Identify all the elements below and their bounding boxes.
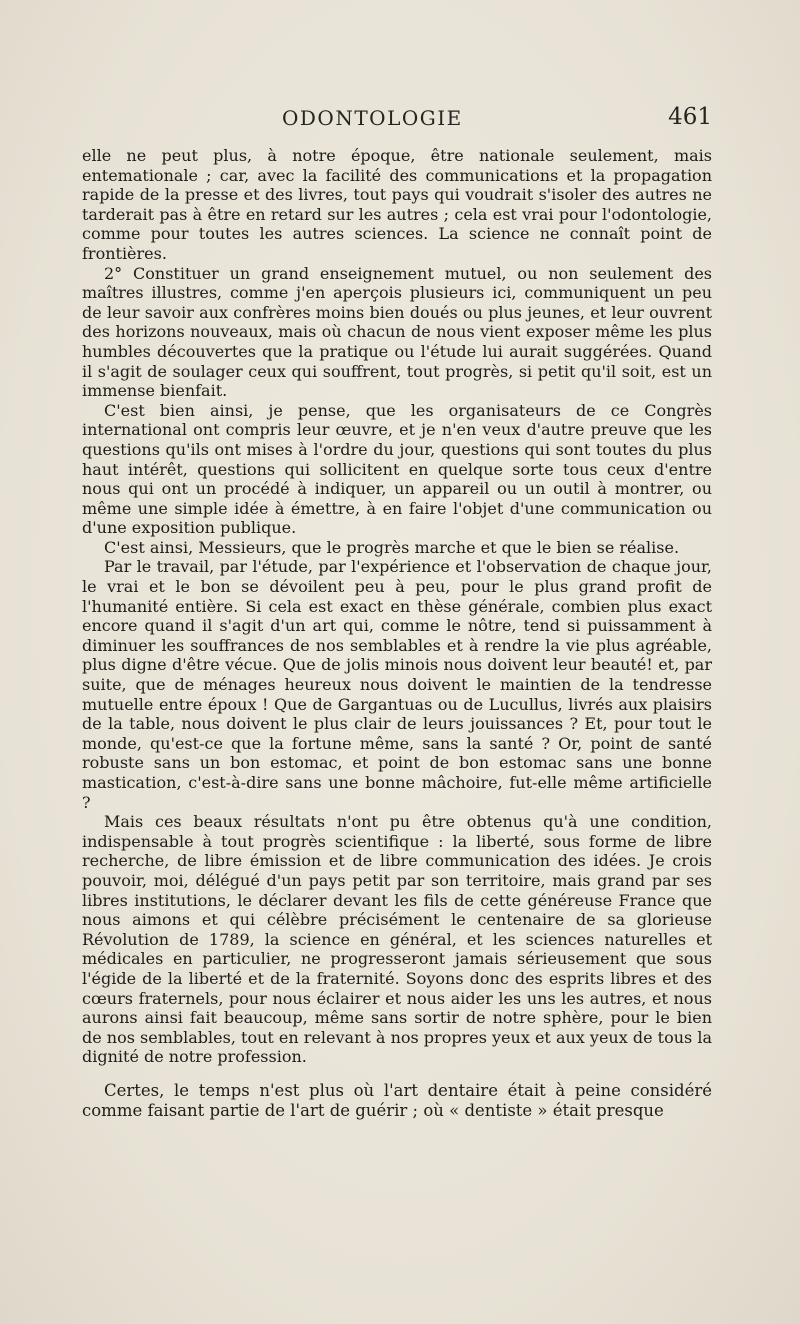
page-number: 461 [668, 104, 712, 130]
body-text [82, 146, 712, 1121]
paragraph-6: Mais ces beaux résultats n'ont pu être obtenus qu'à une condition, indispensable à tout progrès scientifique : la liberté, sous forme de libre recherche, de libre émission et de libre communication des idées. Je crois pouvoir, moi, délégué d'un pays petit par son territoire, mais grand par ses libres institutions, le déclarer devant les fils de cette généreuse France que nous aimons et qui célèbre précisément le centenaire de sa glorieuse Révolution de 1789, la science en général, et les sciences naturelles et médicales en particulier, ne progresseront jamais sérieusement que sous l'égide de la liberté et de la fraternité. Soyons donc des esprits libres et des cœurs fraternels, pour nous éclairer et nous aider les uns les autres, et nous aurons ainsi fait beaucoup, même sans sortir de notre sphère, pour le bien de nos semblables, tout en relevant à nos propres yeux et aux yeux de tous la dignité de notre profession. [82, 812, 712, 1067]
running-head-title: ODONTOLOGIE [282, 106, 463, 130]
paragraph-2: 2° Constituer un grand enseignement mutuel, ou non seulement des maîtres illustres, comme j'en aperçois plusieurs ici, communiquent un peu de leur savoir aux confrères moins bien doués ou plus jeunes, et leur ouvrent des horizons nouveaux, mais où chacun de nous vient exposer même les plus humbles découvertes que la pratique ou l'étude lui aurait suggérées. Quand il s'agit de soulager ceux qui souffrent, tout progrès, si petit qu'il soit, est un immense bienfait. [82, 263, 712, 401]
paragraph-3: C'est bien ainsi, je pense, que les organisateurs de ce Congrès international ont compris leur œuvre, et je n'en veux d'autre preuve que les questions qu'ils ont mises à l'ordre du jour, questions qui sont toutes du plus haut intérêt, questions qui sollicitent en quelque sorte tous ceux d'entre nous qui ont un procédé à indiquer, un appareil ou un outil à montrer, ou même une simple idée à émettre, à en faire l'objet d'une communication ou d'une exposition publique. [82, 400, 712, 538]
paragraph-4: C'est ainsi, Messieurs, que le progrès marche et que le bien se réalise. [104, 537, 680, 557]
paragraph-1: elle ne peut plus, à notre époque, être nationale seulement, mais entemationale ; car, avec la facilité des communications et la propagation rapide de la presse et des livres, tout pays qui voudrait s'isoler des autres ne tarderait pas à être en retard sur les autres ; cela est vrai pour l'odontologie, comme pour toutes les autres sciences. La science ne connaît point de frontières. [82, 146, 712, 263]
paragraph-7: Certes, le temps n'est plus où l'art dentaire était à peine considéré comme faisant partie de l'art de guérir ; où « dentiste » était presque [82, 1080, 712, 1120]
running-head [82, 104, 712, 134]
paragraph-5: Par le travail, par l'étude, par l'expérience et l'observation de chaque jour, le vrai et le bon se dévoilent peu à peu, pour le plus grand profit de l'humanité entière. Si cela est exact en thèse générale, combien plus exact encore quand il s'agit d'un art qui, comme le nôtre, tend si puissamment à diminuer les souffrances de nos semblables et à rendre la vie plus agréable, plus digne d'être vécue. Que de jolis minois nous doivent leur beauté! et, par suite, que de ménages heureux nous doivent le maintien de la tendresse mutuelle entre époux ! Que de Gargantuas ou de Lucullus, livrés aux plaisirs de la table, nous doivent le plus clair de leurs jouissances ? Et, pour tout le monde, qu'est-ce que la fortune même, sans la santé ? Or, point de santé robuste sans un bon estomac, et point de bon estomac sans une bonne mastication, c'est-à-dire sans une bonne mâchoire, fut-elle même artificielle ? [82, 557, 712, 812]
